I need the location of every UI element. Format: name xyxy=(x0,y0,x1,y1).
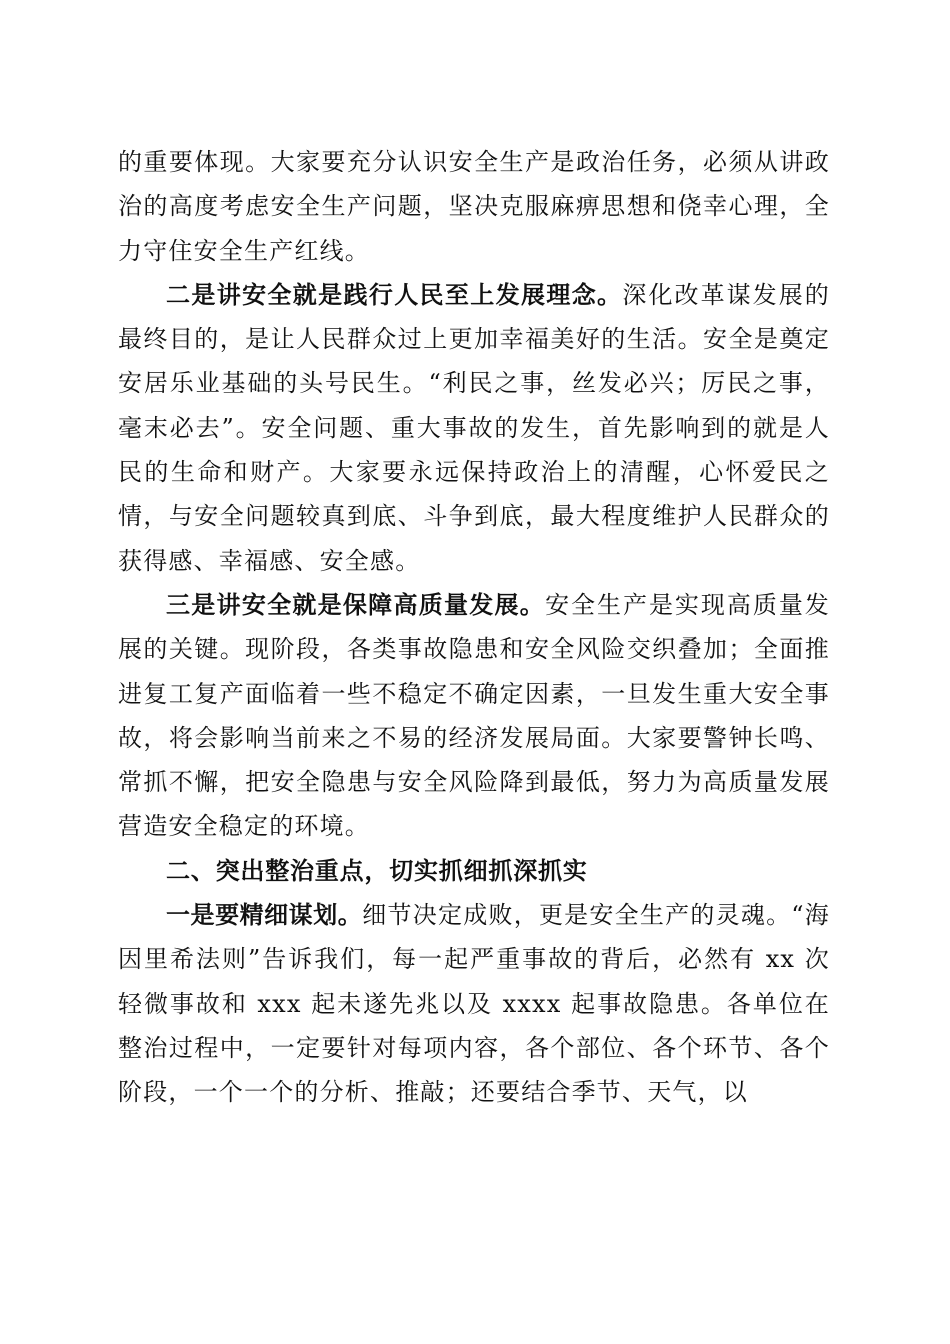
paragraph-lead: 三是讲安全就是保障高质量发展。 xyxy=(166,590,546,619)
document-body xyxy=(118,140,830,1115)
paragraph-continuation xyxy=(118,140,830,273)
paragraph-lead: 二是讲安全就是践行人民至上发展理念。 xyxy=(166,280,623,309)
paragraph-text: 细节决定成败，更是安全生产的灵魂。“海因里希法则”告诉我们，每一起严重事故的背后，必然有 xx 次轻微事故和 xxx 起未遂先兆以及 xxxx 起事故隐患。各单位在整治过程中，一定要针对每项内容，各个部位、各个环节、各个阶段，一个一个的分析、推敲；还要结合季节、天气，以 xyxy=(118,901,831,1107)
paragraph-high-quality-development xyxy=(118,583,830,849)
paragraph-people-first xyxy=(118,273,830,583)
paragraph-text: 深化改革谋发展的最终目的，是让人民群众过上更加幸福美好的生活。安全是奠定安居乐业基础的头号民生。“利民之事，丝发必兴；厉民之事，毫末必去”。安全问题、重大事故的发生，首先影响到的就是人民的生命和财产。大家要永远保持政治上的清醒，心怀爱民之情，与安全问题较真到底、斗争到底，最大程度维护人民群众的获得感、幸福感、安全感。 xyxy=(118,280,830,575)
paragraph-fine-planning xyxy=(118,893,830,1114)
section-heading: 二、突出整治重点，切实抓细抓深抓实 xyxy=(166,856,588,885)
paragraph-text: 安全生产是实现高质量发展的关键。现阶段，各类事故隐患和安全风险交织叠加；全面推进复工复产面临着一些不稳定不确定因素，一旦发生重大安全事故，将会影响当前来之不易的经济发展局面。大家要警钟长鸣、常抓不懈，把安全隐患与安全风险降到最低，努力为高质量发展营造安全稳定的环境。 xyxy=(118,590,830,841)
paragraph-lead: 一是要精细谋划。 xyxy=(166,901,363,930)
paragraph-text: 的重要体现。大家要充分认识安全生产是政治任务，必须从讲政治的高度考虑安全生产问题，坚决克服麻痹思想和侥幸心理，全力守住安全生产红线。 xyxy=(118,148,830,265)
